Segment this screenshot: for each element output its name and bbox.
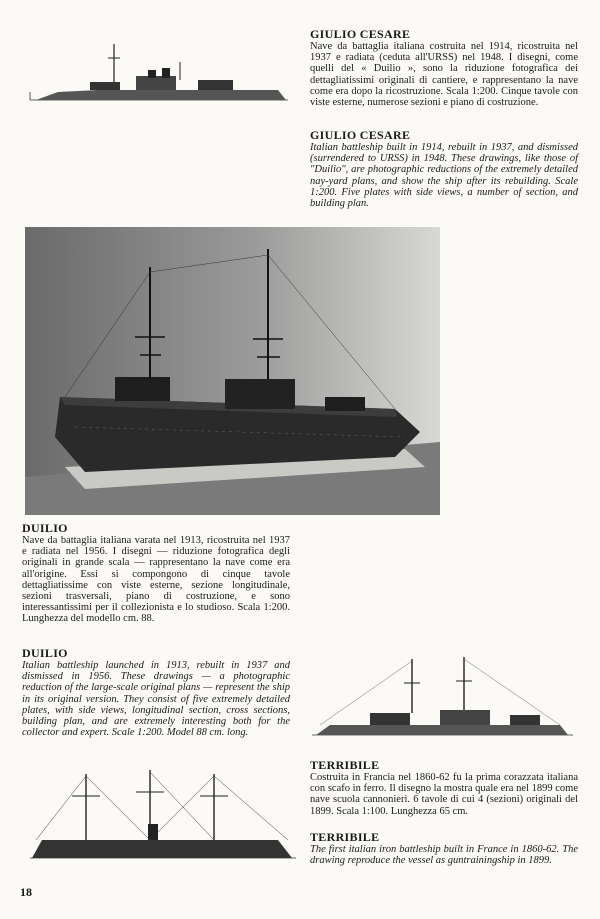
giulio-cesare-en — [310, 129, 578, 209]
section-text: Nave da battaglia italiana varata nel 1913, ricostruita nel 1937 e radiata nel 1956. I disegni — riduzione fotografica degli originali in grande scala — rappresentano la nave come era all'origine. Essi si compongono di cinque tavole dettagliatissime con viste esterne, sezione longitudinale, sezioni trasversali, piano di costruzione, e sono interessantissimi per il collezionista e lo studioso. Scala 1:200. Lunghezza del modello cm. 88. — [22, 535, 290, 625]
section-text: Nave da battaglia italiana costruita nel 1914, ricostruita nel 1937 e radiata (ceduta all'URSS) nel 1948. I disegni, come quelli del « Duilio », sono la riduzione fotografica dei dettagliatissimi originali di cantiere, e rappresentano la nave come era dopo la ricostruzione. Scala 1:200. Cinque tavole con viste esterne, numerose sezioni e piano di costruzione. — [310, 41, 578, 109]
section-title: TERRIBILE — [310, 758, 380, 772]
dante-alighieri-model-photo — [25, 227, 440, 515]
section-title: DUILIO — [22, 521, 68, 535]
giulio-cesare-it — [310, 28, 578, 108]
section-text: Costruita in Francia nel 1860-62 fu la prima corazzata italiana con scafo in ferro. Il disegno la mostra quale era nel 1899 come nave scuola cannonieri. 6 tavole di cui 4 (sezioni) originali del 1899. Scala 1:100. Lunghezza 65 cm. — [310, 772, 578, 817]
page-number: 18 — [20, 885, 32, 899]
section-title: GIULIO CESARE — [310, 27, 411, 41]
section-text: Italian battleship built in 1914, rebuilt in 1937, and dismissed (surrendered to URSS) in 1948. These drawings, like those of "Duilio", are photographic reductions of the extremely detailed nay-yard plans, and show the ship after its rebuilding. Scale 1:200. Five plates with side views, a number of section, and building plan. — [310, 142, 578, 210]
section-title: GIULIO CESARE — [310, 128, 411, 142]
duilio-drawing — [310, 655, 575, 745]
terribile-it — [310, 759, 578, 817]
section-title: TERRIBILE — [310, 830, 380, 844]
duilio-en — [22, 647, 290, 738]
photo-caption — [457, 438, 575, 444]
duilio-it — [22, 522, 290, 625]
terribile-en — [310, 831, 578, 866]
terribile-drawing — [28, 766, 298, 874]
section-text: The first italian iron battleship built in France in 1860-62. The drawing reproduce the vessel as guntrainingship in 1899. — [310, 844, 578, 867]
giulio-cesare-drawing — [28, 40, 290, 118]
section-text: Italian battleship launched in 1913, rebuilt in 1937 and dismissed in 1956. These drawings — a photographic reduction of the large-scale original plans — represent the ship in its original version. They consist of five extremely detailed plates, with side views, longitudinal section, cross sections, building plan, and are extremely interesting both for the collector and expert. Scale 1:200. Model 88 cm. long. — [22, 660, 290, 739]
section-title: DUILIO — [22, 646, 68, 660]
